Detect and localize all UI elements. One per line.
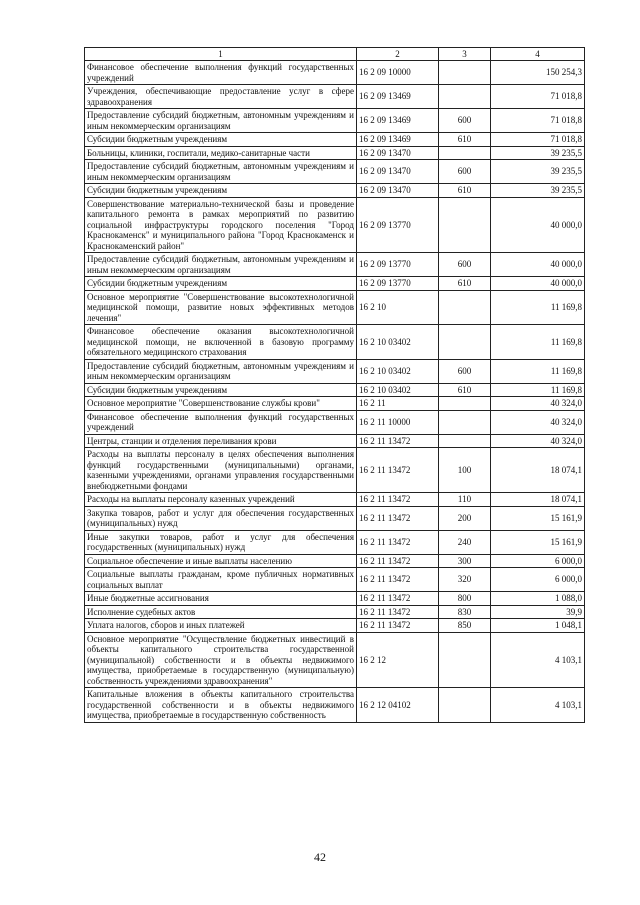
row-type-cell: 110 [439, 493, 491, 507]
row-sum-cell: 40 324,0 [491, 397, 585, 411]
row-name-cell: Субсидии бюджетным учреждениям [85, 277, 357, 291]
row-type-cell: 100 [439, 448, 491, 493]
table-row [85, 253, 585, 277]
row-name-cell: Финансовое обеспечение выполнения функций государственных учреждений [85, 410, 357, 434]
row-code-cell: 16 2 12 04102 [357, 688, 439, 723]
row-sum-cell: 39 235,5 [491, 146, 585, 160]
table-row [85, 160, 585, 184]
row-type-cell [439, 434, 491, 448]
row-type-cell [439, 397, 491, 411]
table-row [85, 493, 585, 507]
row-code-cell: 16 2 09 13469 [357, 133, 439, 147]
row-sum-cell: 6 000,0 [491, 554, 585, 568]
row-name-cell: Совершенствование материально-технической базы и проведение капитального ремонта в рамках мероприятий по развитию социальной инфраструктуры городского поселения "Город Краснокаменск" и муниципального района "Город Краснокаменск и Краснокаменский район" [85, 197, 357, 253]
table-row [85, 383, 585, 397]
row-type-cell [439, 410, 491, 434]
table-body [85, 61, 585, 723]
table-row [85, 325, 585, 360]
row-code-cell: 16 2 09 10000 [357, 61, 439, 85]
row-sum-cell: 71 018,8 [491, 133, 585, 147]
row-type-cell [439, 146, 491, 160]
row-sum-cell: 71 018,8 [491, 85, 585, 109]
table-row [85, 359, 585, 383]
row-name-cell: Учреждения, обеспечивающие предоставление услуг в сфере здравоохранения [85, 85, 357, 109]
row-type-cell: 600 [439, 109, 491, 133]
row-type-cell [439, 61, 491, 85]
row-code-cell: 16 2 11 13472 [357, 554, 439, 568]
row-sum-cell: 15 161,9 [491, 530, 585, 554]
row-code-cell: 16 2 11 10000 [357, 410, 439, 434]
row-code-cell: 16 2 09 13470 [357, 184, 439, 198]
row-type-cell: 300 [439, 554, 491, 568]
table-row [85, 184, 585, 198]
row-sum-cell: 39 235,5 [491, 160, 585, 184]
row-sum-cell: 39 235,5 [491, 184, 585, 198]
header-col-3: 3 [439, 48, 491, 61]
row-code-cell: 16 2 09 13770 [357, 197, 439, 253]
row-code-cell: 16 2 10 03402 [357, 383, 439, 397]
row-name-cell: Расходы на выплаты персоналу в целях обеспечения выполнения функций государственными (муниципальными) органами, казенными учреждениями, органами управления государственными внебюджетными фондами [85, 448, 357, 493]
table-row [85, 554, 585, 568]
row-sum-cell: 40 000,0 [491, 197, 585, 253]
table-row [85, 290, 585, 325]
table-row [85, 592, 585, 606]
row-code-cell: 16 2 11 13472 [357, 434, 439, 448]
row-code-cell: 16 2 11 13472 [357, 506, 439, 530]
table-row [85, 688, 585, 723]
row-type-cell [439, 85, 491, 109]
row-type-cell: 830 [439, 605, 491, 619]
table-row [85, 506, 585, 530]
page-number: 42 [314, 850, 326, 864]
row-name-cell: Иные закупки товаров, работ и услуг для обеспечения государственных (муниципальных) нужд [85, 530, 357, 554]
table-row [85, 410, 585, 434]
row-code-cell: 16 2 09 13469 [357, 85, 439, 109]
row-code-cell: 16 2 09 13470 [357, 160, 439, 184]
row-sum-cell: 4 103,1 [491, 688, 585, 723]
row-name-cell: Предоставление субсидий бюджетным, автономным учреждениям и иным некоммерческим организациям [85, 253, 357, 277]
row-type-cell [439, 325, 491, 360]
table-row [85, 197, 585, 253]
row-type-cell: 320 [439, 568, 491, 592]
row-code-cell: 16 2 11 13472 [357, 619, 439, 633]
table-header-row [85, 48, 585, 61]
row-name-cell: Основное мероприятие "Осуществление бюджетных инвестиций в объекты капитального строительства государственной (муниципальной) собственности и в объекты недвижимого имущества, приобретаемые в государственную (муниципальную) собственность учреждениями здравоохранения" [85, 632, 357, 688]
row-type-cell [439, 290, 491, 325]
row-code-cell: 16 2 10 [357, 290, 439, 325]
row-name-cell: Основное мероприятие "Совершенствование службы крови" [85, 397, 357, 411]
row-sum-cell: 150 254,3 [491, 61, 585, 85]
table-row [85, 434, 585, 448]
row-code-cell: 16 2 09 13770 [357, 253, 439, 277]
row-name-cell: Субсидии бюджетным учреждениям [85, 133, 357, 147]
row-code-cell: 16 2 09 13770 [357, 277, 439, 291]
row-sum-cell: 15 161,9 [491, 506, 585, 530]
row-type-cell: 610 [439, 277, 491, 291]
row-name-cell: Предоставление субсидий бюджетным, автономным учреждениям и иным некоммерческим организациям [85, 359, 357, 383]
table-row [85, 109, 585, 133]
row-name-cell: Социальное обеспечение и иные выплаты населению [85, 554, 357, 568]
table-row [85, 530, 585, 554]
row-name-cell: Исполнение судебных актов [85, 605, 357, 619]
table-row [85, 397, 585, 411]
row-type-cell: 610 [439, 383, 491, 397]
row-sum-cell: 40 324,0 [491, 410, 585, 434]
row-type-cell: 610 [439, 184, 491, 198]
row-code-cell: 16 2 11 13472 [357, 568, 439, 592]
row-name-cell: Больницы, клиники, госпитали, медико-санитарные части [85, 146, 357, 160]
table-row [85, 605, 585, 619]
row-type-cell: 600 [439, 253, 491, 277]
row-type-cell: 600 [439, 160, 491, 184]
row-code-cell: 16 2 09 13470 [357, 146, 439, 160]
row-sum-cell: 6 000,0 [491, 568, 585, 592]
header-col-2: 2 [357, 48, 439, 61]
table-row [85, 146, 585, 160]
row-code-cell: 16 2 11 13472 [357, 592, 439, 606]
row-sum-cell: 71 018,8 [491, 109, 585, 133]
row-name-cell: Предоставление субсидий бюджетным, автономным учреждениям и иным некоммерческим организациям [85, 160, 357, 184]
table-row [85, 568, 585, 592]
row-name-cell: Финансовое обеспечение оказания высокотехнологичной медицинской помощи, не включенной в базовую программу обязательного медицинского страхования [85, 325, 357, 360]
row-type-cell: 800 [439, 592, 491, 606]
row-type-cell [439, 197, 491, 253]
budget-table [84, 47, 585, 723]
row-code-cell: 16 2 11 13472 [357, 493, 439, 507]
table-row [85, 448, 585, 493]
row-code-cell: 16 2 11 13472 [357, 530, 439, 554]
row-code-cell: 16 2 11 13472 [357, 448, 439, 493]
row-code-cell: 16 2 11 [357, 397, 439, 411]
row-name-cell: Иные бюджетные ассигнования [85, 592, 357, 606]
row-name-cell: Социальные выплаты гражданам, кроме публичных нормативных социальных выплат [85, 568, 357, 592]
row-sum-cell: 11 169,8 [491, 383, 585, 397]
row-name-cell: Основное мероприятие "Совершенствование высокотехнологичной медицинской помощи, развитие новых эффективных методов лечения" [85, 290, 357, 325]
row-sum-cell: 11 169,8 [491, 290, 585, 325]
table-row [85, 632, 585, 688]
row-sum-cell: 4 103,1 [491, 632, 585, 688]
row-type-cell: 240 [439, 530, 491, 554]
row-type-cell: 850 [439, 619, 491, 633]
header-col-1: 1 [85, 48, 357, 61]
row-sum-cell: 11 169,8 [491, 325, 585, 360]
row-name-cell: Центры, станции и отделения переливания крови [85, 434, 357, 448]
row-name-cell: Расходы на выплаты персоналу казенных учреждений [85, 493, 357, 507]
row-sum-cell: 40 000,0 [491, 253, 585, 277]
row-sum-cell: 18 074,1 [491, 448, 585, 493]
row-name-cell: Уплата налогов, сборов и иных платежей [85, 619, 357, 633]
row-sum-cell: 40 324,0 [491, 434, 585, 448]
row-name-cell: Финансовое обеспечение выполнения функций государственных учреждений [85, 61, 357, 85]
row-type-cell [439, 632, 491, 688]
row-type-cell: 610 [439, 133, 491, 147]
header-col-4: 4 [491, 48, 585, 61]
row-name-cell: Субсидии бюджетным учреждениям [85, 383, 357, 397]
row-code-cell: 16 2 11 13472 [357, 605, 439, 619]
row-type-cell: 200 [439, 506, 491, 530]
row-sum-cell: 40 000,0 [491, 277, 585, 291]
row-sum-cell: 39,9 [491, 605, 585, 619]
table-row [85, 61, 585, 85]
row-sum-cell: 11 169,8 [491, 359, 585, 383]
table-row [85, 619, 585, 633]
row-code-cell: 16 2 10 03402 [357, 325, 439, 360]
table-row [85, 85, 585, 109]
row-type-cell [439, 688, 491, 723]
row-name-cell: Субсидии бюджетным учреждениям [85, 184, 357, 198]
row-code-cell: 16 2 10 03402 [357, 359, 439, 383]
row-name-cell: Предоставление субсидий бюджетным, автономным учреждениям и иным некоммерческим организациям [85, 109, 357, 133]
row-type-cell: 600 [439, 359, 491, 383]
row-name-cell: Закупка товаров, работ и услуг для обеспечения государственных (муниципальных) нужд [85, 506, 357, 530]
row-sum-cell: 1 088,0 [491, 592, 585, 606]
row-code-cell: 16 2 12 [357, 632, 439, 688]
table-row [85, 277, 585, 291]
row-sum-cell: 1 048,1 [491, 619, 585, 633]
table-row [85, 133, 585, 147]
row-name-cell: Капитальные вложения в объекты капитального строительства государственной собственности и в объекты недвижимого имущества, приобретаемые в государственную собственность [85, 688, 357, 723]
row-code-cell: 16 2 09 13469 [357, 109, 439, 133]
row-sum-cell: 18 074,1 [491, 493, 585, 507]
